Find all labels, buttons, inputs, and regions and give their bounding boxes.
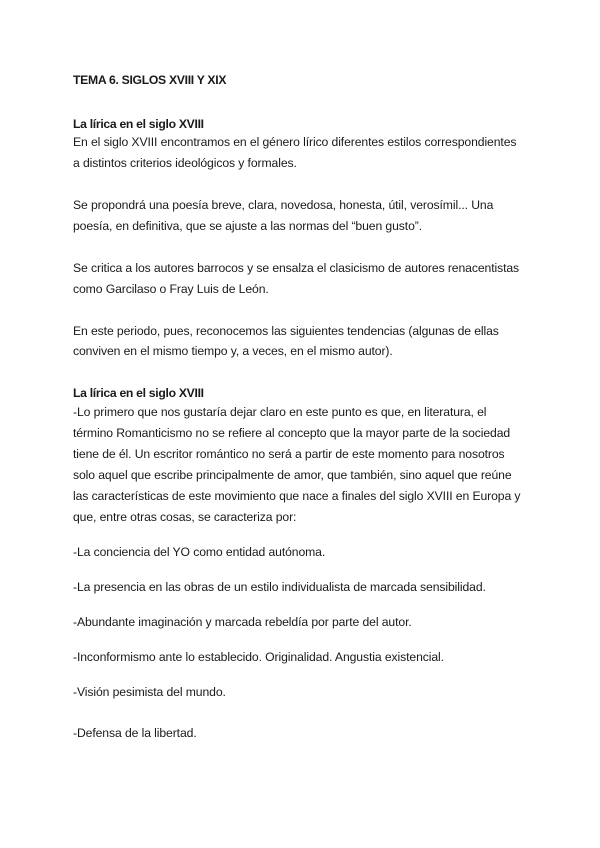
- paragraph-line: poesía, en definitiva, que se ajuste a las normas del “buen gusto”.: [73, 219, 422, 233]
- paragraph-line: las características de este movimiento que nace a finales del siglo XVIII en Europa y: [73, 489, 521, 503]
- paragraph-line: que, entre otras cosas, se caracteriza por:: [73, 510, 297, 524]
- section-heading-lirica-xviii-2: La lírica en el siglo XVIII: [73, 386, 204, 400]
- list-item: -Abundante imaginación y marcada rebeldía por parte del autor.: [73, 615, 412, 629]
- list-item: -La conciencia del YO como entidad autónoma.: [73, 545, 326, 559]
- document-title: TEMA 6. SIGLOS XVIII Y XIX: [73, 73, 227, 87]
- paragraph-line: En el siglo XVIII encontramos en el género lírico diferentes estilos correspondientes: [73, 135, 517, 149]
- paragraph-line: a distintos criterios ideológicos y formales.: [73, 156, 297, 170]
- paragraph-line: Se critica a los autores barrocos y se ensalza el clasicismo de autores renacentistas: [73, 261, 520, 275]
- list-item: -Defensa de la libertad.: [73, 726, 197, 740]
- paragraph-line: -Lo primero que nos gustaría dejar claro en este punto es que, en literatura, el: [73, 405, 487, 419]
- paragraph-line: solo aquel que escribe principalmente de amor, que también, sino aquel que reúne: [73, 468, 512, 482]
- paragraph-line: término Romanticismo no se refiere al concepto que la mayor parte de la sociedad: [73, 426, 511, 440]
- paragraph-line: tiene de él. Un escritor romántico no será a partir de este momento para nosotros: [73, 447, 505, 461]
- paragraph-line: Se propondrá una poesía breve, clara, novedosa, honesta, útil, verosímil... Una: [73, 198, 494, 212]
- list-item: -Inconformismo ante lo establecido. Originalidad. Angustia existencial.: [73, 650, 444, 664]
- section-heading-lirica-xviii: La lírica en el siglo XVIII: [73, 117, 204, 131]
- list-item: -Visión pesimista del mundo.: [73, 685, 226, 699]
- paragraph-line: como Garcilaso o Fray Luis de León.: [73, 282, 269, 296]
- list-item: -La presencia en las obras de un estilo individualista de marcada sensibilidad.: [73, 580, 486, 594]
- paragraph-line: En este periodo, pues, reconocemos las siguientes tendencias (algunas de ellas: [73, 324, 499, 338]
- paragraph-line: conviven en el mismo tiempo y, a veces, en el mismo autor).: [73, 344, 393, 358]
